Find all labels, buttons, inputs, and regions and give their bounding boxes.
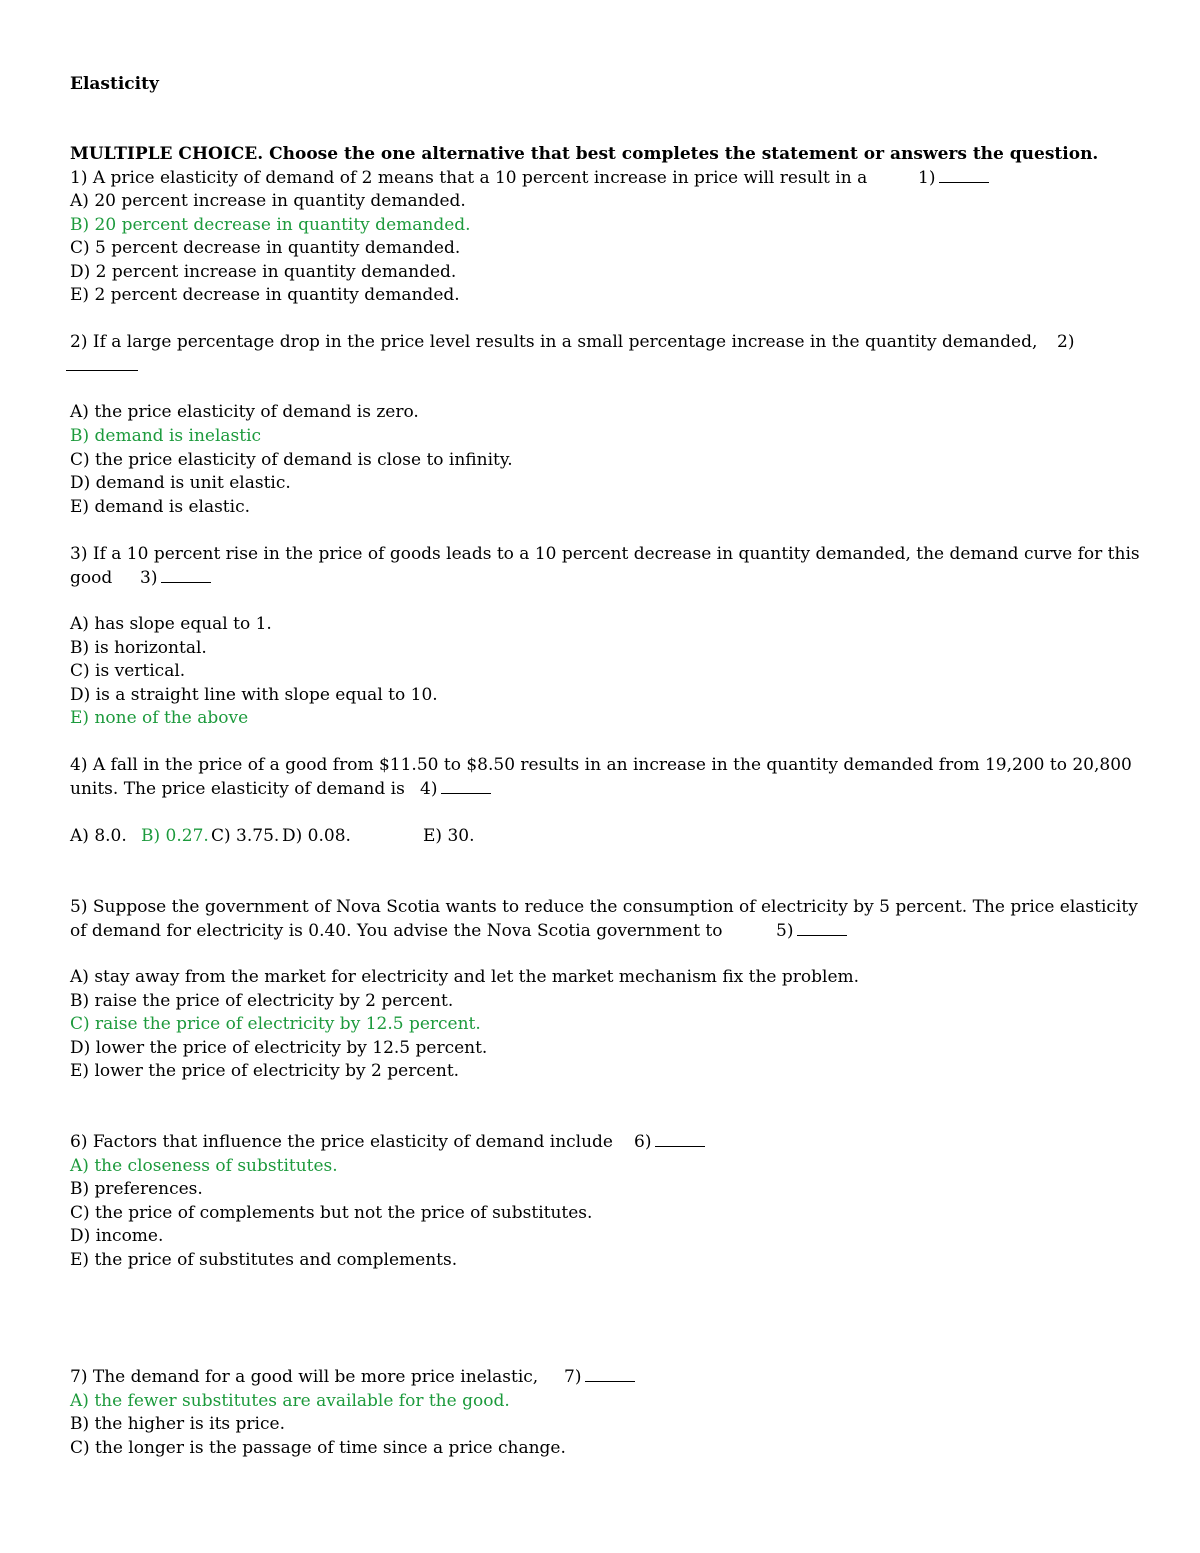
question-2-option-e: E) demand is elastic.: [70, 497, 250, 517]
question-4-option-a: A) 8.0.: [70, 826, 127, 846]
question-6-option-d: D) income.: [70, 1226, 164, 1246]
question-5-text-cont: of demand for electricity is 0.40. You advise the Nova Scotia government to: [70, 921, 723, 941]
question-3-option-e-correct: E) none of the above: [70, 708, 249, 728]
question-6-option-b: B) preferences.: [70, 1179, 203, 1199]
question-7-answer-blank[interactable]: [564, 1366, 635, 1388]
question-7-option-c: C) the longer is the passage of time since a price change.: [70, 1438, 566, 1458]
question-7-number: 7): [564, 1367, 582, 1387]
question-3-option-a: A) has slope equal to 1.: [70, 614, 272, 634]
question-5-answer-blank[interactable]: [776, 920, 847, 942]
question-7-option-a-correct: A) the fewer substitutes are available for the good.: [70, 1391, 510, 1411]
question-5-option-c-correct: C) raise the price of electricity by 12.5 percent.: [70, 1014, 481, 1034]
question-3-answer-blank[interactable]: [140, 567, 211, 589]
question-2-answer-blank[interactable]: [66, 355, 138, 377]
question-1-option-e: E) 2 percent decrease in quantity demanded.: [70, 285, 460, 305]
document-title: Elasticity: [70, 74, 159, 94]
question-1-option-a: A) 20 percent increase in quantity demanded.: [70, 191, 466, 211]
question-1-option-b-correct: B) 20 percent decrease in quantity demanded.: [70, 215, 471, 235]
answer-line: [797, 921, 847, 936]
question-5-option-e: E) lower the price of electricity by 2 percent.: [70, 1061, 460, 1081]
question-2-text: 2) If a large percentage drop in the price level results in a small percentage increase in the quantity demanded,: [70, 332, 1038, 352]
question-3-option-d: D) is a straight line with slope equal to 10.: [70, 685, 438, 705]
question-5-text: 5) Suppose the government of Nova Scotia wants to reduce the consumption of electricity by 5 percent. The price elasticity: [70, 897, 1138, 917]
question-1-number: 1): [918, 168, 936, 188]
question-6-answer-blank[interactable]: [634, 1131, 705, 1153]
question-6-option-a-correct: A) the closeness of substitutes.: [70, 1156, 338, 1176]
question-2-option-b-correct: B) demand is inelastic: [70, 426, 262, 446]
question-4-answer-blank[interactable]: [420, 778, 491, 800]
question-1-text: 1) A price elasticity of demand of 2 means that a 10 percent increase in price will result in a: [70, 168, 868, 188]
instructions: MULTIPLE CHOICE. Choose the one alternative that best completes the statement or answers the question.: [70, 144, 1099, 164]
question-3-option-c: C) is vertical.: [70, 661, 186, 681]
question-3-text-cont: good: [70, 568, 113, 588]
question-3-text: 3) If a 10 percent rise in the price of goods leads to a 10 percent decrease in quantity demanded, the demand curve for this: [70, 544, 1140, 564]
question-5-number: 5): [776, 921, 794, 941]
question-2-option-c: C) the price elasticity of demand is close to infinity.: [70, 450, 513, 470]
question-6-text: 6) Factors that influence the price elasticity of demand include: [70, 1132, 613, 1152]
question-4-option-c: C) 3.75.: [211, 826, 280, 846]
question-6-option-c: C) the price of complements but not the price of substitutes.: [70, 1203, 593, 1223]
question-4-option-d: D) 0.08.: [282, 826, 351, 846]
question-7-text: 7) The demand for a good will be more price inelastic,: [70, 1367, 539, 1387]
answer-line: [655, 1132, 705, 1147]
question-4-number: 4): [420, 779, 438, 799]
question-2-option-a: A) the price elasticity of demand is zero.: [70, 402, 419, 422]
question-1-option-c: C) 5 percent decrease in quantity demanded.: [70, 238, 461, 258]
question-4-option-e: E) 30.: [423, 826, 475, 846]
answer-line: [441, 779, 491, 794]
question-5-option-d: D) lower the price of electricity by 12.5 percent.: [70, 1038, 488, 1058]
question-3-number: 3): [140, 568, 158, 588]
question-6-number: 6): [634, 1132, 652, 1152]
question-2-number: 2): [1057, 332, 1075, 352]
question-4-option-b-correct: B) 0.27.: [141, 826, 209, 846]
answer-line: [66, 356, 138, 371]
question-1-answer-blank[interactable]: [918, 167, 989, 189]
question-5-option-a: A) stay away from the market for electricity and let the market mechanism fix the problem.: [70, 967, 860, 987]
question-6-option-e: E) the price of substitutes and complements.: [70, 1250, 458, 1270]
answer-line: [161, 568, 211, 583]
question-7-option-b: B) the higher is its price.: [70, 1414, 285, 1434]
answer-line: [585, 1367, 635, 1382]
answer-line: [939, 168, 989, 183]
question-5-option-b: B) raise the price of electricity by 2 percent.: [70, 991, 454, 1011]
question-4-text: 4) A fall in the price of a good from $11.50 to $8.50 results in an increase in the quantity demanded from 19,200 to 20,800: [70, 755, 1132, 775]
question-4-text-cont: units. The price elasticity of demand is: [70, 779, 405, 799]
question-2-option-d: D) demand is unit elastic.: [70, 473, 291, 493]
question-3-option-b: B) is horizontal.: [70, 638, 207, 658]
question-1-option-d: D) 2 percent increase in quantity demanded.: [70, 262, 457, 282]
